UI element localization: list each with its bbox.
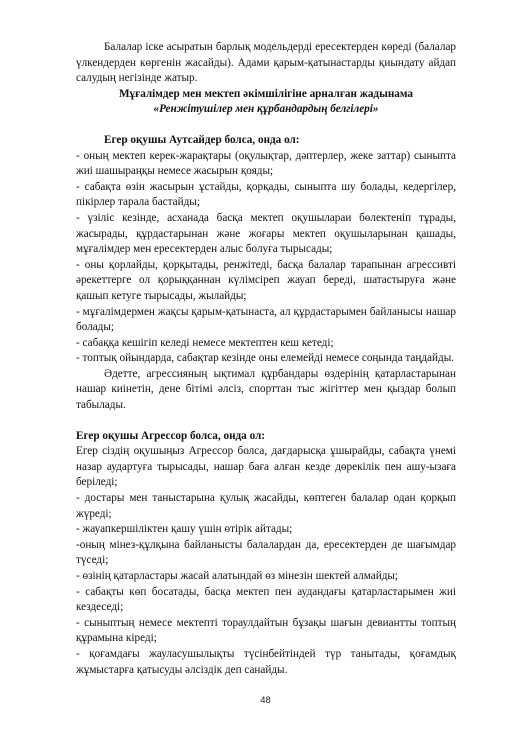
outsider-item: - сабақта өзін жасырын ұстайды, қорқады, сыныпта шу болады, кедергілер, пікірлер тарала бастайды; — [76, 180, 456, 209]
intro-paragraph: Балалар іске асыратын барлық модельдерді ересектерден көреді (балалар үлкендерден көргенін жасайды). Адами қарым-қатынастарды қиындату айдап салудың негізінде жатыр. — [76, 41, 456, 85]
aggressor-item: - жауапкершіліктен қашу үшін өтірік айтады; — [76, 523, 293, 536]
outsider-item: - мұғалімдермен жақсы қарым-қатынаста, ал құрдастарымен байланысы нашар болады; — [76, 305, 456, 334]
outsider-item: - топтық ойындарда, сабақтар кезінде оны елемейді немесе соңында таңдайды. — [76, 352, 455, 365]
aggressor-item: - өзінің қатарластары жасай алатындай өз мінезін шектей алмайды; — [76, 570, 399, 582]
outsider-item: - сабаққа кешігіп келеді немесе мектептен кеш кетеді; — [76, 336, 334, 349]
outsider-item: - оны қорлайды, қорқытады, ренжітеді, басқа балалар тарапынан агрессивті әрекеттерге ол қорыққаннан күлімсіреп жауап береді, шатастыруға және қашып кетуге тырысады, жылайды; — [76, 258, 456, 302]
document-page — [76, 40, 456, 678]
aggressor-item: - сабақты көп босатады, басқа мектеп пен аудандағы қатарластарымен жиі кездеседі; — [76, 585, 456, 614]
aggressor-item: Егер сіздің оқушыңыз Агрессор болса, дағдарысқа ұшырайды, сабақта үнемі назар аудартуға тырысады, нашар баға алған кезде дөрекілік пен ашу-ызаға беріледі; — [76, 445, 456, 489]
memo-subtitle: «Ренжітушілер мен құрбандардың белгілері» — [153, 103, 379, 116]
memo-title: Мұғалімдер мен мектеп әкімшілігіне арналған жадынама — [118, 87, 414, 100]
outsider-note: Әдетте, агрессияның ықтимал құрбандары өздерінің қатарластарынан нашар киінетін, дене бітімі әлсіз, спорттан тыс жігіттер мен қыздар болып табылады. — [76, 367, 456, 412]
aggressor-item: - сыныптың немесе мектепті тораулдайтын бұзақы шағын девиантты топтың құрамына кіреді; — [76, 616, 456, 645]
outsider-item: - үзіліс кезінде, асханада басқа мектеп оқушылараи бөлектеніп тұрады, жасырады, құрдастарынан және жоғары мектеп оқушыларынан қашады, мұғалімдер мен ересектерден алыс болуға тырысады; — [76, 211, 456, 256]
outsider-item: - оның мектеп керек-жарақтары (оқулықтар, дәптерлер, жеке заттар) сыныпта жиі шашыраңқы немесе жасырын қояды; — [76, 149, 456, 178]
aggressor-item: - қоғамдағы жауласушылықты түсінбейтіндей түр танытады, қоғамдық жұмыстарға қатысуды әлсіздік деп санайды. — [76, 647, 456, 676]
outsider-heading: Егер оқушы Аутсайдер болса, онда ол: — [104, 133, 300, 146]
aggressor-heading: Егер оқушы Агрессор болса, онда ол: — [76, 429, 266, 442]
aggressor-item: -оның мінез-құлқына байланысты балалардан да, ересектерден де шағымдар түседі; — [76, 538, 456, 567]
page-number: 48 — [260, 695, 271, 706]
aggressor-item: - достары мен таныстарына қулық жасайды, көптеген балалар одан қорқып жүреді; — [76, 492, 456, 520]
